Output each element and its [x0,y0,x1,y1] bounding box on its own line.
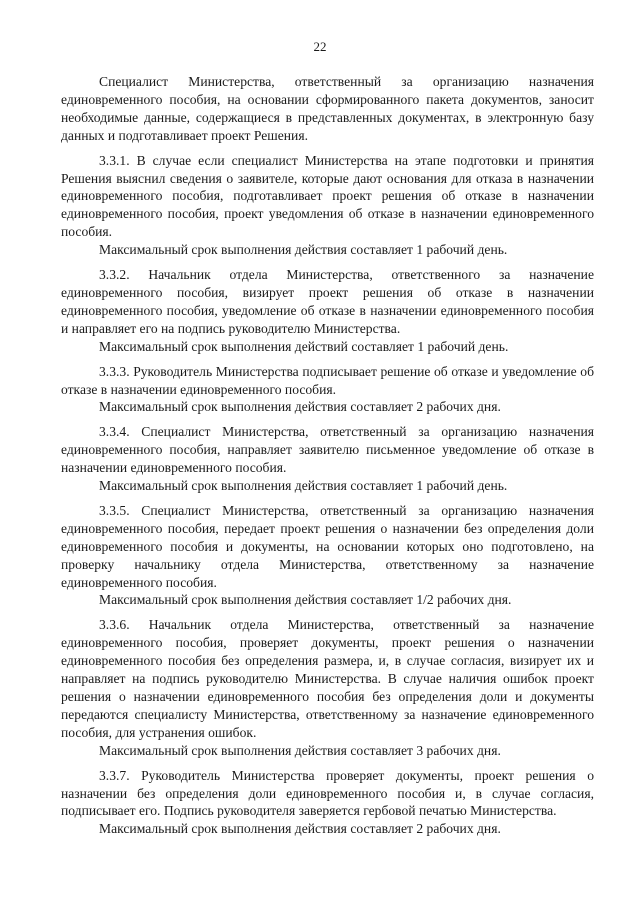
page-number: 22 [313,39,327,54]
paragraph-3-3-6: 3.3.6. Начальник отдела Министерства, ответственный за назначение единовременного пособия, проверяет документы, проект решения о назначении единовременного пособия без определения размера, и, в случае согласия, визирует их и направляет на подпись руководителю Министерства. В случае наличия ошибок проект решения о назначении единовременного пособия без определения доли и документы передаются специалисту Министерства, ответственному за назначение единовременного пособия, для устранения ошибок. [61,617,594,740]
paragraph-3-3-4: 3.3.4. Специалист Министерства, ответственный за организацию назначения единовременного пособия, направляет заявителю письменное уведомление об отказе в назначении единовременного пособия. [61,424,594,476]
paragraph-deadline: Максимальный срок выполнения действия составляет 3 рабочих дня. [99,742,501,758]
paragraph-intro: Специалист Министерства, ответственный за организацию назначения единовременного пособия, на основании сформированного пакета документов, заносит необходимые данные, содержащиеся в представленных документах, в электронную базу данных и подготавливает проект Решения. [61,74,594,143]
paragraph-deadline: Максимальный срок выполнения действия составляет 1/2 рабочих дня. [99,592,512,608]
paragraph-3-3-3: 3.3.3. Руководитель Министерства подписывает решение об отказе и уведомление об отказе в назначении единовременного пособия. [61,363,594,397]
paragraph-deadline: Максимальный срок выполнения действия составляет 1 рабочий день. [99,478,508,494]
paragraph-deadline: Максимальный срок выполнения действия составляет 2 рабочих дня. [99,399,501,415]
paragraph-deadline: Максимальный срок выполнения действия составляет 1 рабочий день. [99,242,508,258]
paragraph-deadline: Максимальный срок выполнения действий составляет 1 рабочий день. [99,338,509,354]
paragraph-3-3-2: 3.3.2. Начальник отдела Министерства, ответственного за назначение единовременного пособия, визирует проект решения об отказе в назначении единовременного пособия, уведомление об отказе в назначении единовременного пособия и направляет его на подпись руководителю Министерства. [61,267,594,336]
paragraph-3-3-1: 3.3.1. В случае если специалист Министерства на этапе подготовки и принятия Решения выяснил сведения о заявителе, которые дают основания для отказа в назначении единовременного пособия, подготавливает проект решения об отказе в назначении единовременного пособия, проект уведомления об отказе в назначении единовременного пособия. [61,152,594,240]
document-body [61,73,594,838]
paragraph-deadline: Максимальный срок выполнения действия составляет 2 рабочих дня. [99,821,501,837]
paragraph-3-3-5: 3.3.5. Специалист Министерства, ответственный за организацию назначения единовременного пособия, передает проект решения о назначении без определения доли единовременного пособия и документы, на основании которых оно подготовлено, на проверку начальнику отдела Министерства, ответственному за назначение единовременного пособия. [61,502,594,590]
paragraph-3-3-7: 3.3.7. Руководитель Министерства проверяет документы, проект решения о назначении без определения доли единовременного пособия и, в случае согласия, подписывает его. Подпись руководителя заверяется гербовой печатью Министерства. [61,767,594,819]
